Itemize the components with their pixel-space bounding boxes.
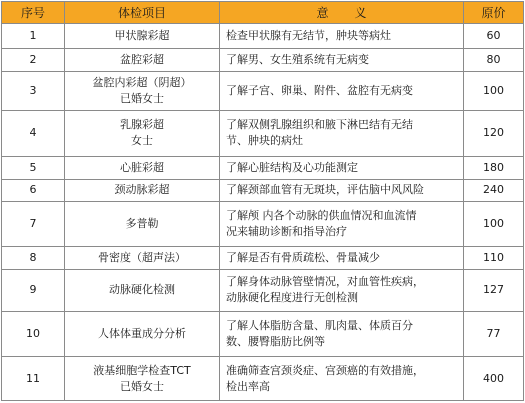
row-number: 10 [2,311,65,357]
item-note: 已婚女士 [120,379,164,393]
checkup-item [65,179,220,201]
item-price: 180 [464,156,524,179]
meaning-line: 了解身体动脉管壁情况，对血管性疾病， [226,275,424,289]
row-number: 6 [2,179,65,201]
checkup-item [65,49,220,72]
table-row [2,270,524,311]
item-price: 400 [464,357,524,401]
meaning-line: 数、腰臀脂肪比例等 [226,334,325,348]
table-header-row [2,2,524,24]
item-note: 已婚女士 [120,92,164,106]
item-name: 骨密度（超声法） [98,251,186,265]
meaning-line: 了解男、女生殖系统有无病变 [226,53,369,67]
checkup-item [65,311,220,357]
row-number: 8 [2,247,65,270]
item-meaning [220,357,464,401]
meaning-line: 况来辅助诊断和指导治疗 [226,224,347,238]
item-meaning [220,247,464,270]
meaning-line: 了解人体脂肪含量、肌肉量、体质百分 [226,318,413,332]
checkup-item [65,270,220,311]
item-price: 60 [464,24,524,49]
row-number: 3 [2,72,65,111]
item-meaning [220,156,464,179]
meaning-line: 了解是否有骨质疏松、骨量减少 [226,251,380,265]
meaning-line: 检查甲状腺有无结节，肿块等病灶 [226,29,391,43]
table-row [2,72,524,111]
checkup-item [65,24,220,49]
row-number: 1 [2,24,65,49]
item-name: 液基细胞学检查TCT [93,363,191,377]
table-row [2,49,524,72]
meaning-line: 了解双侧乳腺组织和腋下淋巴结有无结 [226,118,413,132]
meaning-line: 检出率高 [226,379,270,393]
checkup-item [65,201,220,247]
item-meaning [220,201,464,247]
item-price: 240 [464,179,524,201]
item-meaning [220,270,464,311]
item-name: 乳腺彩超 [120,118,164,132]
checkup-item [65,72,220,111]
checkup-item [65,111,220,157]
table-row [2,111,524,157]
row-number: 5 [2,156,65,179]
meaning-line: 动脉硬化程度进行无创检测 [226,291,358,305]
item-meaning [220,311,464,357]
item-price: 100 [464,201,524,247]
item-name: 心脏彩超 [120,160,164,174]
item-name: 盆腔彩超 [120,53,164,67]
row-number: 7 [2,201,65,247]
checkup-item [65,247,220,270]
item-name: 人体体重成分分析 [98,326,186,340]
item-meaning [220,24,464,49]
header-price: 原价 [464,2,524,24]
table-row [2,24,524,49]
row-number: 2 [2,49,65,72]
meaning-line: 了解心脏结构及心功能测定 [226,160,358,174]
meaning-line: 节、肿块的病灶 [226,134,303,148]
health-checkup-price-table [1,1,524,401]
item-meaning [220,72,464,111]
meaning-line: 了解颈部血管有无斑块，评估脑中风风险 [226,183,424,197]
item-name: 甲状腺彩超 [114,29,170,43]
table-row [2,201,524,247]
item-name: 颈动脉彩超 [114,183,170,197]
header-item: 体检项目 [65,2,220,24]
item-name: 多普勒 [125,216,159,230]
item-price: 127 [464,270,524,311]
table-row [2,156,524,179]
item-meaning [220,179,464,201]
checkup-item [65,156,220,179]
item-price: 77 [464,311,524,357]
item-name: 盆腔内彩超（阴超） [92,76,192,90]
item-note: 女士 [131,134,153,148]
checkup-item [65,357,220,401]
item-price: 110 [464,247,524,270]
header-meaning-char-2: 义 [354,5,367,20]
row-number: 9 [2,270,65,311]
header-no: 序号 [2,2,65,24]
meaning-line: 了解子宫、卵巢、附件、盆腔有无病变 [226,84,413,98]
meaning-line: 准确筛查宫颈炎症、宫颈癌的有效措施， [226,363,424,377]
item-price: 80 [464,49,524,72]
row-number: 4 [2,111,65,157]
item-name: 动脉硬化检测 [109,283,175,297]
row-number: 11 [2,357,65,401]
table-row [2,357,524,401]
item-price: 100 [464,72,524,111]
item-meaning [220,111,464,157]
table-row [2,179,524,201]
item-price: 120 [464,111,524,157]
header-meaning [220,2,464,24]
table-row [2,311,524,357]
table-row [2,247,524,270]
item-meaning [220,49,464,72]
meaning-line: 了解颅 内各个动脉的供血情况和血流情 [226,208,417,222]
header-meaning-char-1: 意 [316,5,329,20]
